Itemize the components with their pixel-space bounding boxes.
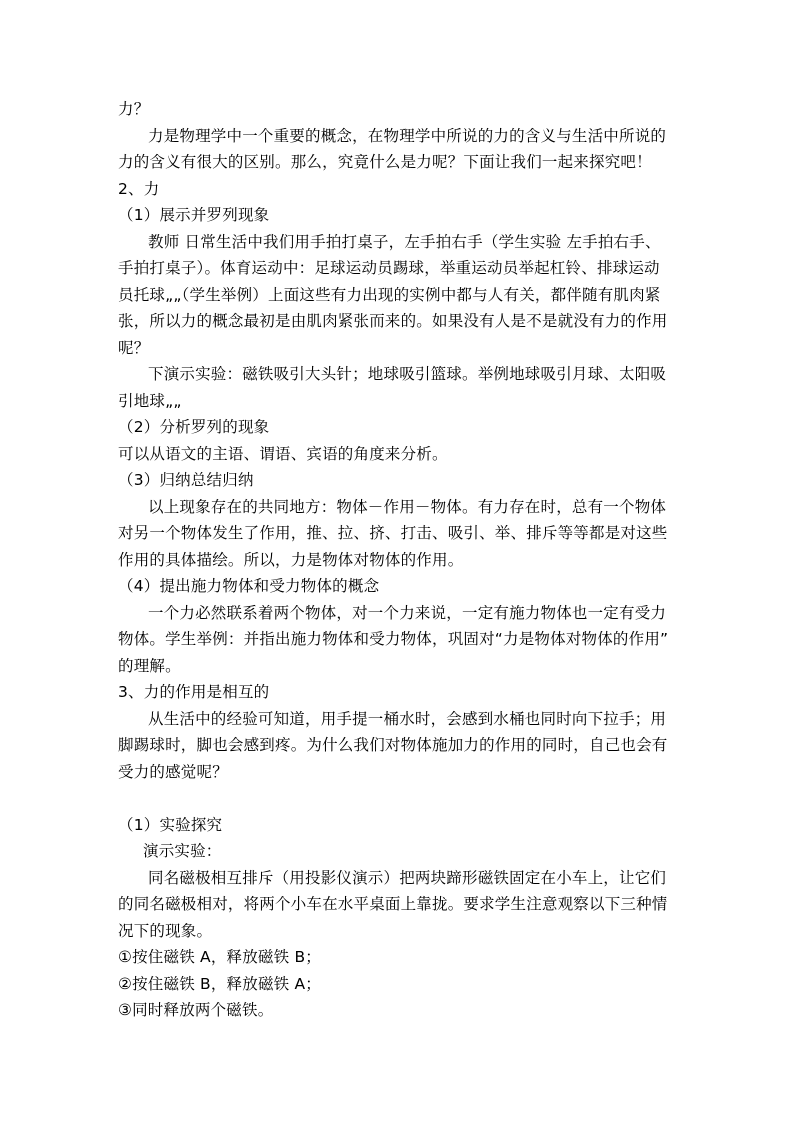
- text-line: 力？: [118, 100, 150, 118]
- text-line: 引地球„„: [118, 391, 182, 410]
- text-line: 一个力必然联系着两个物体，对一个力来说，一定有施力物体也一定有受力: [148, 603, 667, 622]
- text-line: 3、力的作用是相互的: [118, 683, 270, 701]
- text-line: （3）归纳总结归纳: [118, 471, 254, 489]
- text-line: 手拍打桌子）。体育运动中：足球运动员踢球，举重运动员举起杠铃、排球运动: [118, 259, 660, 277]
- text-line: 以上现象存在的共同地方：物体－作用－物体。有力存在时，总有一个物体: [148, 497, 667, 516]
- text-line: 教师 日常生活中我们用手拍打桌子，左手拍右手（学生实验 左手拍右手、: [148, 232, 661, 251]
- text-line: 作用的具体描绘。所以，力是物体对物体的作用。: [118, 550, 464, 569]
- document-page: [118, 96, 678, 1024]
- text-line: 可以从语文的主语、谓语、宾语的角度来分析。: [118, 444, 448, 463]
- text-line: 的同名磁极相对，将两个小车在水平桌面上靠拢。要求学生注意观察以下三种情: [118, 895, 668, 913]
- text-line: 同名磁极相互排斥（用投影仪演示）把两块蹄形磁铁固定在小车上，让它们: [148, 868, 667, 887]
- text-line: ①按住磁铁 A，释放磁铁 B；: [118, 948, 321, 966]
- text-line: 演示实验：: [143, 842, 222, 860]
- text-line: 员托球„„（学生举例）上面这些有力出现的实例中都与人有关，都伴随有肌肉紧: [118, 285, 661, 304]
- text-line: 力的含义有很大的区别。那么，究竟什么是力呢？下面让我们一起来探究吧！: [118, 153, 652, 171]
- text-line: （1）实验探究: [118, 815, 223, 834]
- text-line: （2）分析罗列的现象: [118, 418, 270, 436]
- text-line: 从生活中的经验可知道，用手提一桶水时，会感到水桶也同时向下拉手；用: [148, 709, 667, 728]
- text-line: 对另一个物体发生了作用，推、拉、挤、打击、吸引、举、排斥等等都是对这些: [118, 524, 668, 542]
- text-line: 物体。学生举例：并指出施力物体和受力物体，巩固对“力是物体对物体的作用”: [118, 630, 669, 648]
- text-line: 的理解。: [118, 656, 181, 675]
- text-line: （4）提出施力物体和受力物体的概念: [118, 577, 380, 595]
- text-line: 脚踢球时，脚也会感到疼。为什么我们对物体施加力的作用的同时，自己也会有: [118, 736, 668, 754]
- text-line: 受力的感觉呢？: [118, 762, 228, 781]
- text-line: 2、力: [118, 179, 160, 198]
- text-line: ③同时释放两个磁铁。: [118, 1001, 274, 1019]
- text-line: 下演示实验：磁铁吸引大头针；地球吸引篮球。举例地球吸引月球、太阳吸: [148, 365, 667, 383]
- text-line: （1）展示并罗列现象: [118, 206, 270, 224]
- text-line: ②按住磁铁 B，释放磁铁 A；: [118, 974, 321, 993]
- text-line: 况下的现象。: [118, 921, 213, 940]
- blank-line: [118, 785, 678, 812]
- text-line: 张，所以力的概念最初是由肌肉紧张而来的。如果没有人是不是就没有力的作用: [118, 312, 668, 330]
- text-line: 力是物理学中一个重要的概念，在物理学中所说的力的含义与生活中所说的: [148, 126, 667, 145]
- text-line: 呢？: [118, 338, 150, 357]
